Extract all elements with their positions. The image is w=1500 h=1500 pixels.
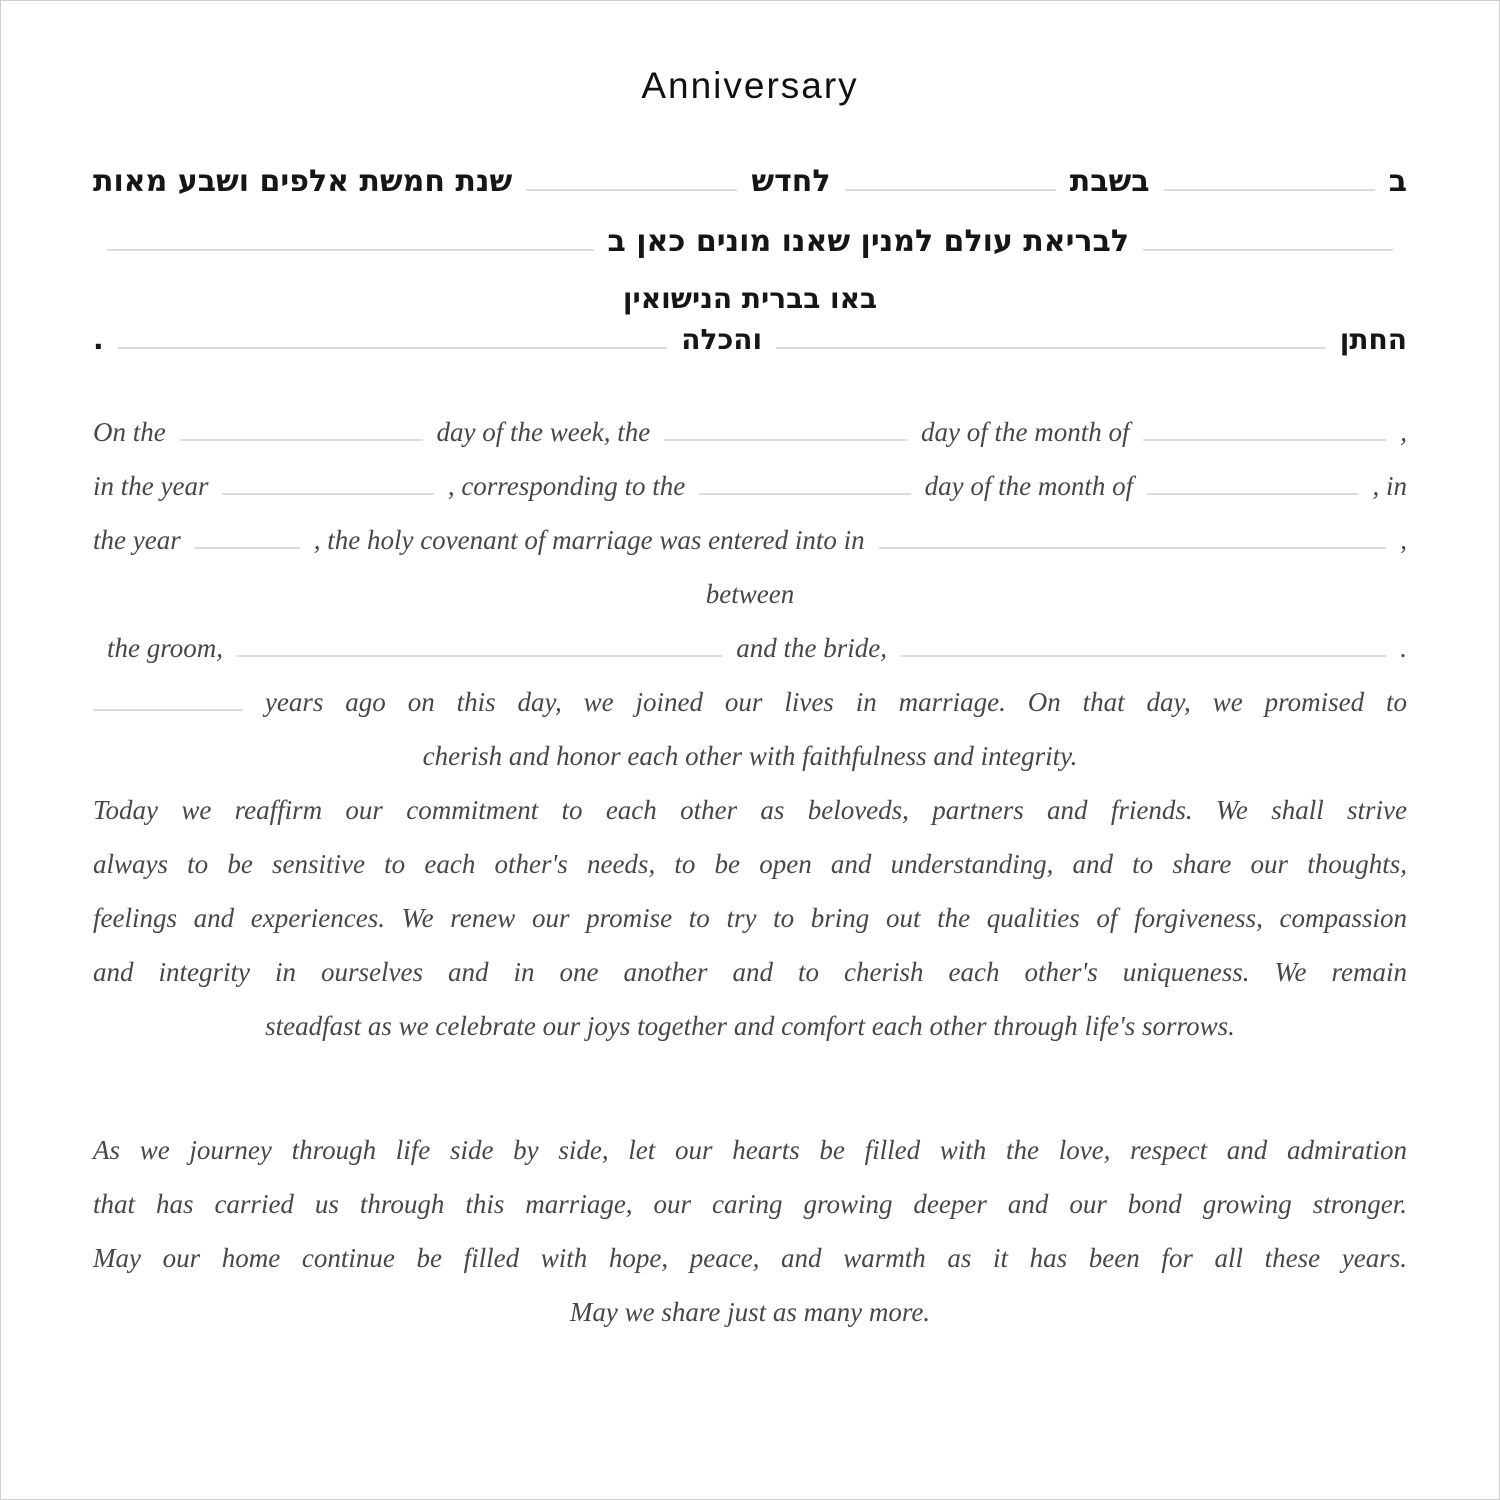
groom-name-blank — [237, 634, 722, 657]
hebrew-month-blank — [526, 166, 737, 192]
hebrew-bride-name-blank — [118, 325, 668, 349]
day-of-month-blank — [664, 418, 907, 441]
hebrew-day-of-week-blank — [1164, 166, 1375, 192]
reaffirm-line-4: and integrity in ourselves and in one another and to cherish each other's uniqueness. We remain — [93, 957, 1407, 987]
hebrew-text-block — [93, 161, 1407, 361]
english-date-line-3 — [93, 513, 1407, 567]
years-ago-text: years ago on this day, we joined our lives in marriage. On that day, we promised to — [264, 687, 1407, 717]
reaffirm-line-2: always to be sensitive to each other's needs, to be open and understanding, and to share our thoughts, — [93, 849, 1407, 879]
paragraph-gap — [93, 1053, 1407, 1123]
civil-year-blank — [195, 526, 300, 549]
hebrew-year-units-blank — [1143, 226, 1393, 252]
date3-text-a: the year — [93, 525, 181, 555]
hebrew-groom-name-blank — [776, 325, 1326, 349]
date1-text-b: day of the week, the — [436, 417, 651, 447]
couple-text-groom: the groom, — [107, 633, 223, 663]
date2-text-a: in the year — [93, 471, 209, 501]
reaffirm-line-5: steadfast as we celebrate our joys together and comfort each other through life's sorrows. — [265, 1011, 1235, 1041]
journey-line-1: As we journey through life side by side, let our hearts be filled with the love, respect and admiration — [93, 1135, 1407, 1165]
day-of-week-blank — [180, 418, 423, 441]
hebrew-date-line — [93, 161, 1407, 203]
years-count-blank — [93, 692, 243, 711]
bride-name-blank — [901, 634, 1386, 657]
years-ago-line — [93, 675, 1407, 729]
hebrew-word-beshabbat: בשבת — [1069, 164, 1150, 199]
civil-month-blank — [1147, 472, 1358, 495]
english-text-block — [93, 405, 1407, 1339]
date1-comma: , — [1400, 417, 1407, 447]
journey-line-3: May our home continue be filled with hope, peace, and warmth as it has been for all these years. — [93, 1243, 1407, 1273]
reaffirm-line-3: feelings and experiences. We renew our promise to try to bring out the qualities of forgiveness, compassion — [93, 903, 1407, 933]
english-date-line-2 — [93, 459, 1407, 513]
hebrew-year-blank — [222, 472, 433, 495]
cherish-line: cherish and honor each other with faithfulness and integrity. — [422, 741, 1078, 771]
hebrew-word-kallah: והכלה — [681, 323, 763, 356]
date3-text-b: , the holy covenant of marriage was entered into in — [313, 525, 865, 555]
hebrew-livriat-phrase: לבריאת עולם למנין שאנו מונים כאן ב — [607, 224, 1129, 259]
hebrew-city-blank — [107, 226, 594, 252]
hebrew-word-chatan: החתן — [1339, 323, 1407, 356]
date1-text-a: On the — [93, 417, 166, 447]
journey-line-2: that has carried us through this marriage, our caring growing deeper and our bond growing stronger. — [93, 1189, 1407, 1219]
date1-text-c: day of the month of — [920, 417, 1130, 447]
location-blank — [879, 526, 1387, 549]
date2-text-b: , corresponding to the — [447, 471, 686, 501]
hebrew-couple-line — [93, 319, 1407, 361]
hebrew-day-of-month-blank — [845, 166, 1056, 192]
hebrew-year-phrase: שנת חמשת אלפים ושבע מאות — [92, 164, 513, 199]
civil-day-blank — [699, 472, 910, 495]
hebrew-period: . — [93, 323, 104, 356]
date3-comma: , — [1400, 525, 1407, 555]
month-name-blank — [1143, 418, 1386, 441]
hebrew-word-lechodesh: לחדש — [751, 164, 831, 199]
between-line: between — [705, 579, 795, 609]
hebrew-prefix-bet: ב — [1388, 164, 1407, 199]
page-title: Anniversary — [641, 65, 859, 106]
closing-line: May we share just as many more. — [569, 1297, 931, 1327]
date2-text-d: , in — [1372, 471, 1407, 501]
couple-period: . — [1400, 633, 1408, 663]
english-couple-line — [93, 621, 1407, 675]
couple-text-bride: and the bride, — [736, 633, 887, 663]
reaffirm-line-1: Today we reaffirm our commitment to each other as beloveds, partners and friends. We shall strive — [93, 795, 1407, 825]
hebrew-covenant-line: באו בברית הנישואין — [622, 282, 878, 315]
date2-text-c: day of the month of — [924, 471, 1134, 501]
hebrew-creation-line — [93, 221, 1407, 263]
english-date-line-1 — [93, 405, 1407, 459]
certificate-content — [1, 65, 1499, 1339]
